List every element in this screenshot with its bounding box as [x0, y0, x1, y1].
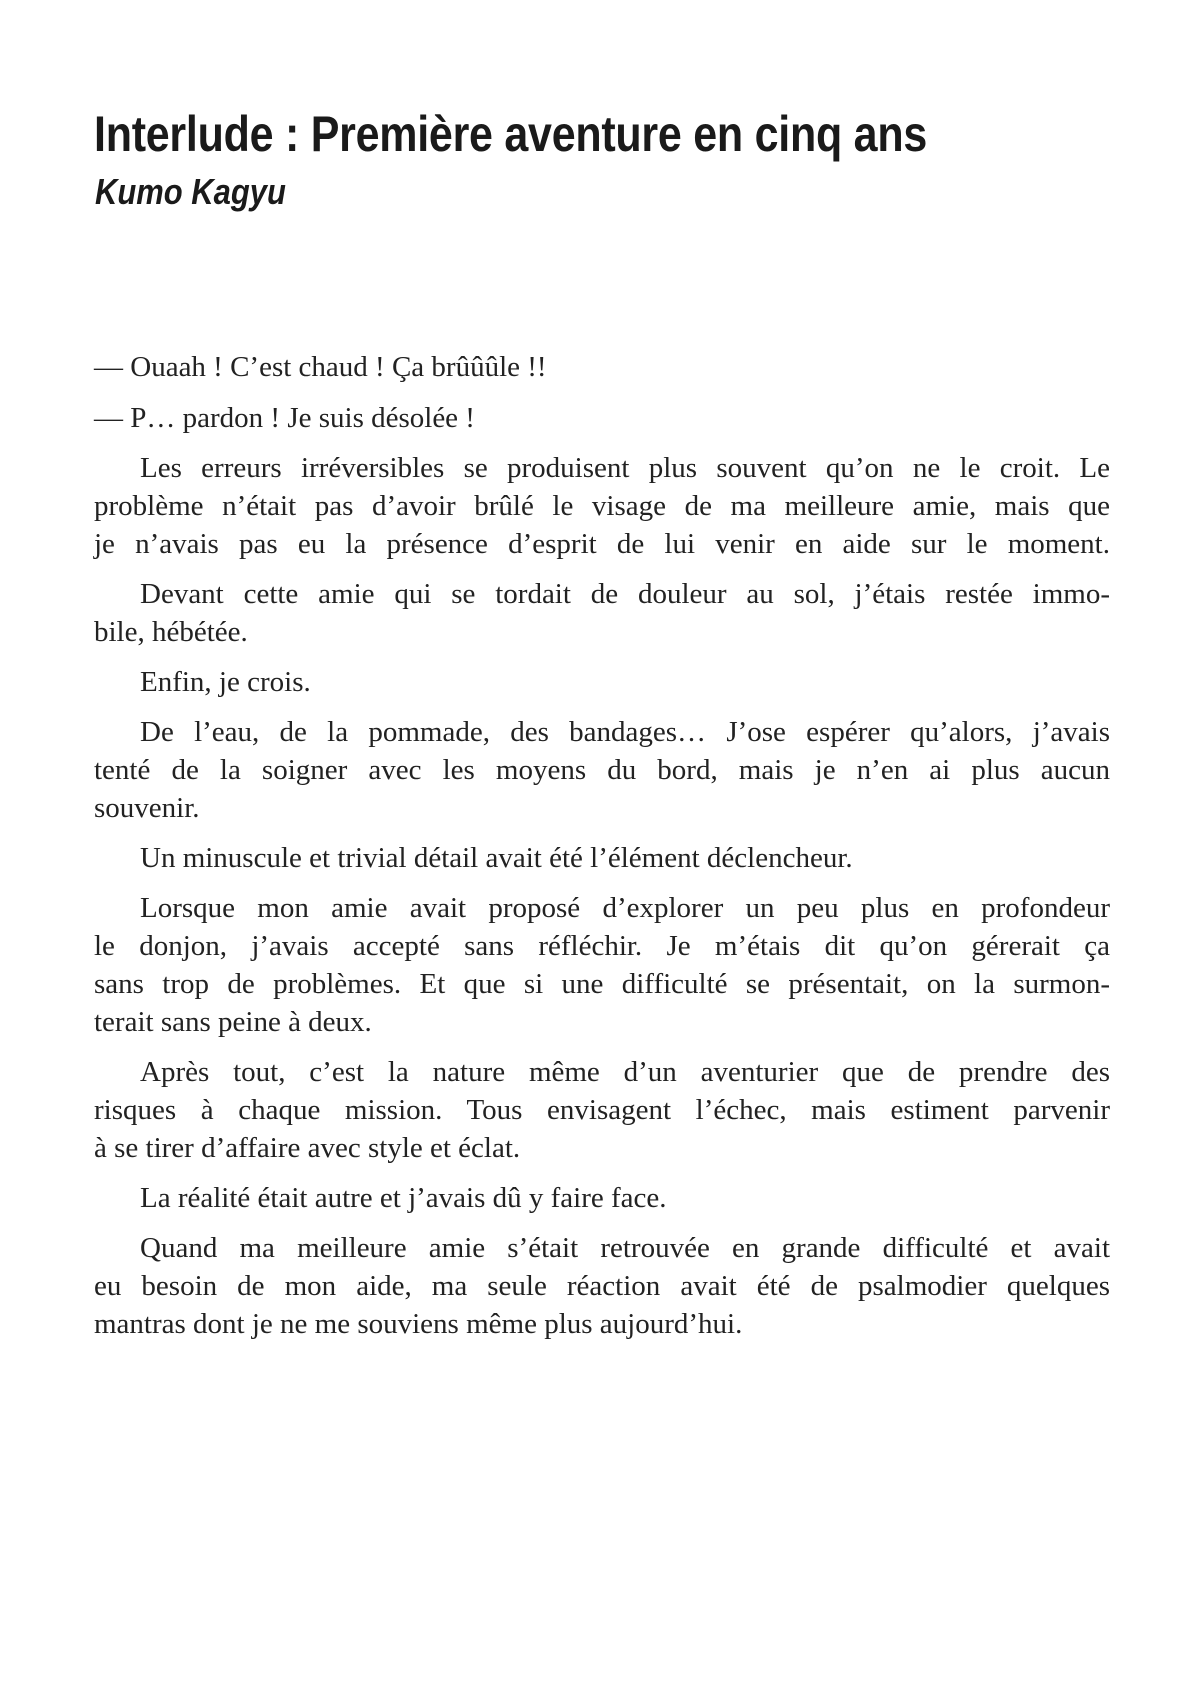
- paragraph-line: problème n’était pas d’avoir brûlé le visage de ma meilleure amie, mais que: [94, 490, 1110, 522]
- dialogue-line: — P… pardon ! Je suis désolée !: [94, 402, 475, 434]
- paragraph-line: sans trop de problèmes. Et que si une difficulté se présentait, on la surmon-: [94, 968, 1110, 1000]
- paragraph-line: La réalité était autre et j’avais dû y faire face.: [140, 1182, 667, 1214]
- paragraph-line: De l’eau, de la pommade, des bandages… J’ose espérer qu’alors, j’avais: [140, 716, 1110, 748]
- paragraph-line: terait sans peine à deux.: [94, 1006, 372, 1038]
- paragraph-line: mantras dont je ne me souviens même plus aujourd’hui.: [94, 1308, 743, 1340]
- paragraph-line: Après tout, c’est la nature même d’un aventurier que de prendre des: [140, 1056, 1110, 1088]
- paragraph-line: Lorsque mon amie avait proposé d’explorer un peu plus en profondeur: [140, 892, 1110, 924]
- paragraph-line: Les erreurs irréversibles se produisent plus souvent qu’on ne le croit. Le: [140, 452, 1110, 484]
- paragraph-line: Quand ma meilleure amie s’était retrouvée en grande difficulté et avait: [140, 1232, 1110, 1264]
- chapter-author: Kumo Kagyu: [95, 171, 286, 212]
- paragraph-line: bile, hébétée.: [94, 616, 248, 648]
- chapter-title: Interlude : Première aventure en cinq ans: [94, 106, 927, 162]
- paragraph-line: souvenir.: [94, 792, 200, 824]
- paragraph-line: Devant cette amie qui se tordait de douleur au sol, j’étais restée immo-: [140, 578, 1110, 610]
- dialogue-line: — Ouaah ! C’est chaud ! Ça brûûûle !!: [94, 351, 547, 383]
- paragraph-line: à se tirer d’affaire avec style et éclat.: [94, 1132, 521, 1164]
- paragraph-line: je n’avais pas eu la présence d’esprit de lui venir en aide sur le moment.: [94, 528, 1110, 560]
- paragraph-line: eu besoin de mon aide, ma seule réaction avait été de psalmodier quelques: [94, 1270, 1110, 1302]
- paragraph-line: le donjon, j’avais accepté sans réfléchir. Je m’étais dit qu’on gérerait ça: [94, 930, 1110, 962]
- paragraph-line: tenté de la soigner avec les moyens du bord, mais je n’en ai plus aucun: [94, 754, 1110, 786]
- paragraph-line: Un minuscule et trivial détail avait été l’élément déclencheur.: [140, 842, 853, 874]
- paragraph-line: Enfin, je crois.: [140, 666, 311, 698]
- paragraph-line: risques à chaque mission. Tous envisagent l’échec, mais estiment parvenir: [94, 1094, 1110, 1126]
